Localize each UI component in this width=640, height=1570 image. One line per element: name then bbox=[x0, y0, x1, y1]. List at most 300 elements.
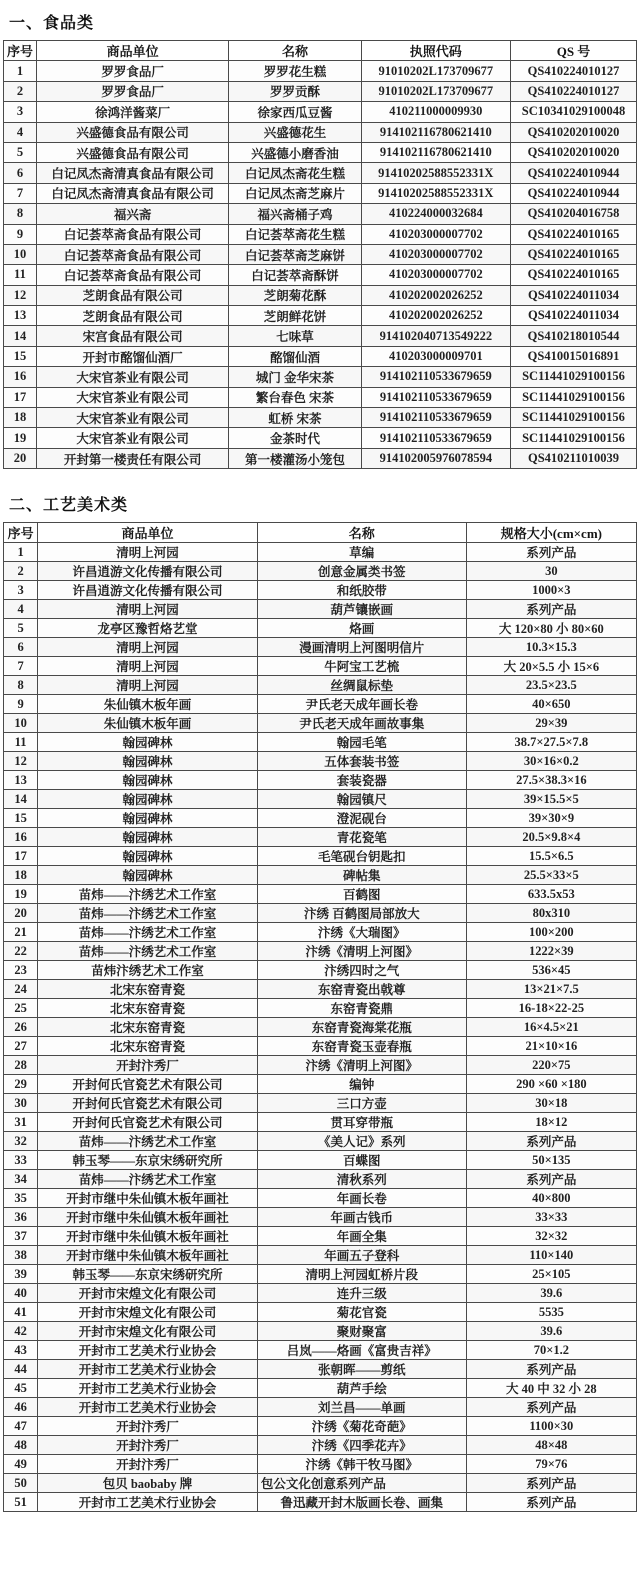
table-cell: 清明上河园 bbox=[38, 676, 258, 695]
table-cell: QS410224010944 bbox=[511, 183, 637, 203]
table-cell: 汴绣《菊花奇葩》 bbox=[257, 1417, 466, 1436]
table-cell: QS410211010039 bbox=[511, 448, 637, 468]
table-cell: 开封市继中朱仙镇木板年画社 bbox=[38, 1227, 258, 1246]
row-number-cell: 5 bbox=[4, 619, 38, 638]
table-cell: 东窑青瓷玉壶春瓶 bbox=[257, 1037, 466, 1056]
table-cell: 韩玉琴——东京宋绣研究所 bbox=[38, 1151, 258, 1170]
table-cell: 苗炜汴绣艺术工作室 bbox=[38, 961, 258, 980]
table-cell: 澄泥砚台 bbox=[257, 809, 466, 828]
table-cell: 914102110533679659 bbox=[361, 387, 510, 407]
table-cell: 芝朗鲜花饼 bbox=[229, 306, 361, 326]
table-row bbox=[4, 1227, 637, 1246]
table-cell: 包公文化创意系列产品 bbox=[257, 1474, 466, 1493]
table-cell: 25.5×33×5 bbox=[466, 866, 636, 885]
table-cell: 开封市宋煌文化有限公司 bbox=[38, 1303, 258, 1322]
table-cell: 吕岚——烙画《富贵吉祥》 bbox=[257, 1341, 466, 1360]
table-cell: 清明上河园虹桥片段 bbox=[257, 1265, 466, 1284]
table-cell: 北宋东窑青瓷 bbox=[38, 999, 258, 1018]
table-cell: 芝朗菊花酥 bbox=[229, 285, 361, 305]
row-number-cell: 18 bbox=[4, 408, 37, 428]
table-cell: 七味草 bbox=[229, 326, 361, 346]
table-cell: 虹桥 宋茶 bbox=[229, 408, 361, 428]
table-cell: 系列产品 bbox=[466, 1170, 636, 1189]
table-row bbox=[4, 1436, 637, 1455]
table-cell: 草编 bbox=[257, 543, 466, 562]
table-cell: 东窑青瓷鼎 bbox=[257, 999, 466, 1018]
table-cell: 罗罗花生糕 bbox=[229, 61, 361, 81]
table-cell: 开封汴秀厂 bbox=[38, 1056, 258, 1075]
table-cell: 清明上河园 bbox=[38, 638, 258, 657]
table-cell: 韩玉琴——东京宋绣研究所 bbox=[38, 1265, 258, 1284]
table-cell: 汴绣《韩干牧马图》 bbox=[257, 1455, 466, 1474]
table-cell: 大 20×5.5 小 15×6 bbox=[466, 657, 636, 676]
table-cell: 70×1.2 bbox=[466, 1341, 636, 1360]
table-cell: 许昌逍游文化传播有限公司 bbox=[38, 562, 258, 581]
table-row bbox=[4, 923, 637, 942]
row-number-cell: 10 bbox=[4, 714, 38, 733]
table-row bbox=[4, 904, 637, 923]
table-cell: 朱仙镇木板年画 bbox=[38, 695, 258, 714]
table-cell: 系列产品 bbox=[466, 1493, 636, 1512]
row-number-cell: 48 bbox=[4, 1436, 38, 1455]
table-cell: 张朝晖——剪纸 bbox=[257, 1360, 466, 1379]
table-row bbox=[4, 183, 637, 203]
column-header: 名称 bbox=[229, 41, 361, 61]
table-row bbox=[4, 1037, 637, 1056]
table-cell: 白记荟萃斋酥饼 bbox=[229, 265, 361, 285]
table-cell: 年画全集 bbox=[257, 1227, 466, 1246]
table-cell: 410202002026252 bbox=[361, 306, 510, 326]
table-cell: 苗炜——汴绣艺术工作室 bbox=[38, 885, 258, 904]
table-row bbox=[4, 1474, 637, 1493]
table-cell: 毛笔砚台钥匙扣 bbox=[257, 847, 466, 866]
table-row bbox=[4, 204, 637, 224]
table-cell: 套装瓷器 bbox=[257, 771, 466, 790]
table-cell: 410203000007702 bbox=[361, 244, 510, 264]
table-cell: 80x310 bbox=[466, 904, 636, 923]
table-cell: 城门 金华宋茶 bbox=[229, 367, 361, 387]
table-row bbox=[4, 1265, 637, 1284]
table-cell: 编钟 bbox=[257, 1075, 466, 1094]
table-row bbox=[4, 600, 637, 619]
table-cell: SC11441029100156 bbox=[511, 428, 637, 448]
table-row bbox=[4, 102, 637, 122]
food-products-table bbox=[3, 40, 637, 469]
row-number-cell: 11 bbox=[4, 265, 37, 285]
table-row bbox=[4, 448, 637, 468]
table-row bbox=[4, 733, 637, 752]
table-row bbox=[4, 1398, 637, 1417]
table-cell: 百蝶图 bbox=[257, 1151, 466, 1170]
table-cell: 汴绣四时之气 bbox=[257, 961, 466, 980]
row-number-cell: 40 bbox=[4, 1284, 38, 1303]
table-cell: 20.5×9.8×4 bbox=[466, 828, 636, 847]
table-cell: 21×10×16 bbox=[466, 1037, 636, 1056]
row-number-cell: 2 bbox=[4, 81, 37, 101]
table-cell: 23.5×23.5 bbox=[466, 676, 636, 695]
table-row bbox=[4, 326, 637, 346]
row-number-cell: 6 bbox=[4, 638, 38, 657]
table-cell: 酩馏仙酒 bbox=[229, 346, 361, 366]
row-number-cell: 18 bbox=[4, 866, 38, 885]
food-table-header-row bbox=[4, 41, 637, 61]
table-cell: 白记荟萃斋食品有限公司 bbox=[36, 224, 228, 244]
table-cell: QS410224010165 bbox=[511, 224, 637, 244]
table-row bbox=[4, 543, 637, 562]
table-cell: 30×16×0.2 bbox=[466, 752, 636, 771]
table-row bbox=[4, 1170, 637, 1189]
table-cell: 第一楼灌汤小笼包 bbox=[229, 448, 361, 468]
row-number-cell: 50 bbox=[4, 1474, 38, 1493]
table-cell: QS410224010944 bbox=[511, 163, 637, 183]
row-number-cell: 2 bbox=[4, 562, 38, 581]
table-cell: 110×140 bbox=[466, 1246, 636, 1265]
table-cell: 罗罗贡酥 bbox=[229, 81, 361, 101]
table-cell: QS410015016891 bbox=[511, 346, 637, 366]
table-cell: 开封市工艺美术行业协会 bbox=[38, 1493, 258, 1512]
table-row bbox=[4, 1493, 637, 1512]
row-number-cell: 34 bbox=[4, 1170, 38, 1189]
table-cell: 79×76 bbox=[466, 1455, 636, 1474]
table-cell: 33×33 bbox=[466, 1208, 636, 1227]
table-cell: 290 ×60 ×180 bbox=[466, 1075, 636, 1094]
table-cell: 40×800 bbox=[466, 1189, 636, 1208]
table-cell: 914102116780621410 bbox=[361, 142, 510, 162]
table-row bbox=[4, 265, 637, 285]
row-number-cell: 22 bbox=[4, 942, 38, 961]
row-number-cell: 38 bbox=[4, 1246, 38, 1265]
table-cell: 翰园碑林 bbox=[38, 828, 258, 847]
table-cell: 白记荟萃斋食品有限公司 bbox=[36, 244, 228, 264]
table-cell: 914102005976078594 bbox=[361, 448, 510, 468]
table-cell: 220×75 bbox=[466, 1056, 636, 1075]
row-number-cell: 3 bbox=[4, 581, 38, 600]
table-cell: 系列产品 bbox=[466, 1398, 636, 1417]
table-cell: 东窑青瓷海棠花瓶 bbox=[257, 1018, 466, 1037]
table-cell: 1222×39 bbox=[466, 942, 636, 961]
table-cell: 27.5×38.3×16 bbox=[466, 771, 636, 790]
table-row bbox=[4, 1056, 637, 1075]
table-cell: 914102116780621410 bbox=[361, 122, 510, 142]
table-row bbox=[4, 847, 637, 866]
table-cell: 410224000032684 bbox=[361, 204, 510, 224]
table-cell: 91410202588552331X bbox=[361, 163, 510, 183]
row-number-cell: 1 bbox=[4, 61, 37, 81]
row-number-cell: 6 bbox=[4, 163, 37, 183]
table-cell: 苗炜——汴绣艺术工作室 bbox=[38, 923, 258, 942]
row-number-cell: 12 bbox=[4, 752, 38, 771]
row-number-cell: 10 bbox=[4, 244, 37, 264]
table-row bbox=[4, 244, 637, 264]
table-cell: 开封何氏官瓷艺术有限公司 bbox=[38, 1075, 258, 1094]
table-cell: 410203000007702 bbox=[361, 265, 510, 285]
table-cell: 536×45 bbox=[466, 961, 636, 980]
row-number-cell: 14 bbox=[4, 790, 38, 809]
table-cell: 白记凤杰斋芝麻片 bbox=[229, 183, 361, 203]
row-number-cell: 23 bbox=[4, 961, 38, 980]
table-cell: SC11441029100156 bbox=[511, 367, 637, 387]
table-cell: 苗炜——汴绣艺术工作室 bbox=[38, 1132, 258, 1151]
row-number-cell: 32 bbox=[4, 1132, 38, 1151]
row-number-cell: 12 bbox=[4, 285, 37, 305]
table-cell: 福兴斋桶子鸡 bbox=[229, 204, 361, 224]
table-cell: 1000×3 bbox=[466, 581, 636, 600]
table-cell: 许昌逍游文化传播有限公司 bbox=[38, 581, 258, 600]
table-cell: QS410202010020 bbox=[511, 142, 637, 162]
table-cell: 宋宫食品有限公司 bbox=[36, 326, 228, 346]
row-number-cell: 16 bbox=[4, 367, 37, 387]
table-cell: 开封汴秀厂 bbox=[38, 1455, 258, 1474]
column-header: 商品单位 bbox=[36, 41, 228, 61]
table-row bbox=[4, 1246, 637, 1265]
table-row bbox=[4, 1132, 637, 1151]
table-row bbox=[4, 1018, 637, 1037]
table-cell: 91010202L173709677 bbox=[361, 61, 510, 81]
table-row bbox=[4, 999, 637, 1018]
table-cell: 包贝 baobaby 牌 bbox=[38, 1474, 258, 1493]
table-row bbox=[4, 81, 637, 101]
table-row bbox=[4, 1284, 637, 1303]
table-cell: 汴绣 百鹤图局部放大 bbox=[257, 904, 466, 923]
table-cell: 38.7×27.5×7.8 bbox=[466, 733, 636, 752]
table-row bbox=[4, 695, 637, 714]
table-cell: 白记荟萃斋花生糕 bbox=[229, 224, 361, 244]
table-row bbox=[4, 980, 637, 999]
table-row bbox=[4, 142, 637, 162]
row-number-cell: 45 bbox=[4, 1379, 38, 1398]
row-number-cell: 29 bbox=[4, 1075, 38, 1094]
row-number-cell: 15 bbox=[4, 809, 38, 828]
column-header: 规格大小(cm×cm) bbox=[466, 523, 636, 543]
row-number-cell: 43 bbox=[4, 1341, 38, 1360]
table-cell: 开封市工艺美术行业协会 bbox=[38, 1341, 258, 1360]
table-cell: 碑帖集 bbox=[257, 866, 466, 885]
table-cell: QS410204016758 bbox=[511, 204, 637, 224]
table-cell: 兴盛德小磨香油 bbox=[229, 142, 361, 162]
table-cell: QS410202010020 bbox=[511, 122, 637, 142]
row-number-cell: 8 bbox=[4, 676, 38, 695]
row-number-cell: 33 bbox=[4, 1151, 38, 1170]
table-row bbox=[4, 1341, 637, 1360]
table-cell: 开封市工艺美术行业协会 bbox=[38, 1398, 258, 1417]
table-cell: 30 bbox=[466, 562, 636, 581]
row-number-cell: 13 bbox=[4, 771, 38, 790]
table-cell: 39.6 bbox=[466, 1322, 636, 1341]
row-number-cell: 7 bbox=[4, 183, 37, 203]
table-row bbox=[4, 619, 637, 638]
table-cell: 朱仙镇木板年画 bbox=[38, 714, 258, 733]
table-cell: 汴绣《清明上河图》 bbox=[257, 942, 466, 961]
table-cell: 翰园毛笔 bbox=[257, 733, 466, 752]
table-cell: 年画古钱币 bbox=[257, 1208, 466, 1227]
table-cell: 罗罗食品厂 bbox=[36, 81, 228, 101]
table-cell: 16×4.5×21 bbox=[466, 1018, 636, 1037]
table-row bbox=[4, 122, 637, 142]
row-number-cell: 13 bbox=[4, 306, 37, 326]
row-number-cell: 25 bbox=[4, 999, 38, 1018]
row-number-cell: 20 bbox=[4, 904, 38, 923]
table-cell: 北宋东窑青瓷 bbox=[38, 980, 258, 999]
table-cell: 清秋系列 bbox=[257, 1170, 466, 1189]
table-cell: 16-18×22-25 bbox=[466, 999, 636, 1018]
table-cell: 尹氏老天成年画故事集 bbox=[257, 714, 466, 733]
table-row bbox=[4, 942, 637, 961]
table-cell: 葫芦镶嵌画 bbox=[257, 600, 466, 619]
table-cell: 大宋官茶业有限公司 bbox=[36, 408, 228, 428]
row-number-cell: 8 bbox=[4, 204, 37, 224]
table-cell: 91410202588552331X bbox=[361, 183, 510, 203]
table-cell: 福兴斋 bbox=[36, 204, 228, 224]
column-header: 序号 bbox=[4, 523, 38, 543]
row-number-cell: 1 bbox=[4, 543, 38, 562]
table-cell: 开封市继中朱仙镇木板年画社 bbox=[38, 1189, 258, 1208]
row-number-cell: 46 bbox=[4, 1398, 38, 1417]
table-cell: SC11441029100156 bbox=[511, 408, 637, 428]
table-cell: QS410224011034 bbox=[511, 306, 637, 326]
table-row bbox=[4, 367, 637, 387]
table-cell: 开封市继中朱仙镇木板年画社 bbox=[38, 1208, 258, 1227]
table-cell: 年画长卷 bbox=[257, 1189, 466, 1208]
table-row bbox=[4, 657, 637, 676]
table-cell: 翰园碑林 bbox=[38, 771, 258, 790]
column-header: 序号 bbox=[4, 41, 37, 61]
table-cell: 翰园碑林 bbox=[38, 809, 258, 828]
table-cell: 东窑青瓷出戟尊 bbox=[257, 980, 466, 999]
row-number-cell: 24 bbox=[4, 980, 38, 999]
row-number-cell: 42 bbox=[4, 1322, 38, 1341]
table-row bbox=[4, 387, 637, 407]
table-cell: 大宋官茶业有限公司 bbox=[36, 428, 228, 448]
table-cell: 青花瓷笔 bbox=[257, 828, 466, 847]
table-row bbox=[4, 790, 637, 809]
table-row bbox=[4, 1113, 637, 1132]
column-header: 商品单位 bbox=[38, 523, 258, 543]
table-cell: 410203000009701 bbox=[361, 346, 510, 366]
table-row bbox=[4, 1075, 637, 1094]
table-cell: 开封第一楼责任有限公司 bbox=[36, 448, 228, 468]
table-cell: 菊花官瓷 bbox=[257, 1303, 466, 1322]
table-cell: 罗罗食品厂 bbox=[36, 61, 228, 81]
table-cell: 《美人记》系列 bbox=[257, 1132, 466, 1151]
table-cell: 系列产品 bbox=[466, 600, 636, 619]
table-cell: 三口方壶 bbox=[257, 1094, 466, 1113]
table-cell: 开封市工艺美术行业协会 bbox=[38, 1379, 258, 1398]
table-cell: QS410224010127 bbox=[511, 61, 637, 81]
table-cell: 5535 bbox=[466, 1303, 636, 1322]
table-cell: 清明上河园 bbox=[38, 543, 258, 562]
column-header: QS 号 bbox=[511, 41, 637, 61]
table-cell: 清明上河园 bbox=[38, 657, 258, 676]
table-cell: 开封市继中朱仙镇木板年画社 bbox=[38, 1246, 258, 1265]
table-cell: 清明上河园 bbox=[38, 600, 258, 619]
table-cell: 开封何氏官瓷艺术有限公司 bbox=[38, 1113, 258, 1132]
row-number-cell: 3 bbox=[4, 102, 37, 122]
row-number-cell: 4 bbox=[4, 600, 38, 619]
table-row bbox=[4, 285, 637, 305]
table-cell: 北宋东窑青瓷 bbox=[38, 1037, 258, 1056]
table-cell: 100×200 bbox=[466, 923, 636, 942]
table-cell: 徐家西瓜豆酱 bbox=[229, 102, 361, 122]
column-header: 名称 bbox=[257, 523, 466, 543]
table-row bbox=[4, 1094, 637, 1113]
table-row bbox=[4, 1189, 637, 1208]
table-cell: 系列产品 bbox=[466, 1360, 636, 1379]
table-cell: 五体套装书签 bbox=[257, 752, 466, 771]
table-row bbox=[4, 1379, 637, 1398]
table-cell: 大 40 中 32 小 28 bbox=[466, 1379, 636, 1398]
table-cell: 大宋官茶业有限公司 bbox=[36, 367, 228, 387]
table-row bbox=[4, 961, 637, 980]
table-cell: 金茶时代 bbox=[229, 428, 361, 448]
row-number-cell: 30 bbox=[4, 1094, 38, 1113]
table-cell: 苗炜——汴绣艺术工作室 bbox=[38, 1170, 258, 1189]
row-number-cell: 31 bbox=[4, 1113, 38, 1132]
table-cell: 系列产品 bbox=[466, 1132, 636, 1151]
row-number-cell: 9 bbox=[4, 224, 37, 244]
table-cell: 北宋东窑青瓷 bbox=[38, 1018, 258, 1037]
row-number-cell: 7 bbox=[4, 657, 38, 676]
table-cell: 10.3×15.3 bbox=[466, 638, 636, 657]
table-row bbox=[4, 1208, 637, 1227]
table-row bbox=[4, 306, 637, 326]
table-cell: 开封市宋煌文化有限公司 bbox=[38, 1284, 258, 1303]
table-row bbox=[4, 224, 637, 244]
table-cell: 创意金属类书签 bbox=[257, 562, 466, 581]
crafts-section-title: 二、工艺美术类 bbox=[9, 497, 129, 515]
table-cell: 葫芦手绘 bbox=[257, 1379, 466, 1398]
table-cell: 和纸胶带 bbox=[257, 581, 466, 600]
table-row bbox=[4, 866, 637, 885]
table-cell: 39.6 bbox=[466, 1284, 636, 1303]
table-cell: 聚财聚富 bbox=[257, 1322, 466, 1341]
table-row bbox=[4, 752, 637, 771]
table-cell: 贯耳穿带瓶 bbox=[257, 1113, 466, 1132]
row-number-cell: 36 bbox=[4, 1208, 38, 1227]
table-cell: 刘兰昌——单画 bbox=[257, 1398, 466, 1417]
table-row bbox=[4, 676, 637, 695]
table-cell: 翰园碑林 bbox=[38, 847, 258, 866]
table-row bbox=[4, 1322, 637, 1341]
row-number-cell: 21 bbox=[4, 923, 38, 942]
row-number-cell: 17 bbox=[4, 387, 37, 407]
table-row bbox=[4, 1417, 637, 1436]
table-cell: 汴绣《清明上河图》 bbox=[257, 1056, 466, 1075]
column-header: 执照代码 bbox=[361, 41, 510, 61]
table-cell: 连升三级 bbox=[257, 1284, 466, 1303]
table-cell: 633.5x53 bbox=[466, 885, 636, 904]
table-cell: 白记荟萃斋芝麻饼 bbox=[229, 244, 361, 264]
table-cell: 开封何氏官瓷艺术有限公司 bbox=[38, 1094, 258, 1113]
table-cell: 系列产品 bbox=[466, 1474, 636, 1493]
table-row bbox=[4, 163, 637, 183]
table-cell: 翰园碑林 bbox=[38, 866, 258, 885]
table-cell: 29×39 bbox=[466, 714, 636, 733]
table-cell: 鲁迅藏开封木版画长卷、画集 bbox=[257, 1493, 466, 1512]
table-cell: 汴绣《大瑞图》 bbox=[257, 923, 466, 942]
table-cell: 410202002026252 bbox=[361, 285, 510, 305]
table-cell: QS410224010165 bbox=[511, 265, 637, 285]
arts-crafts-table bbox=[3, 522, 637, 1512]
table-cell: 翰园碑林 bbox=[38, 752, 258, 771]
table-cell: QS410224010165 bbox=[511, 244, 637, 264]
table-cell: 大 120×80 小 80×60 bbox=[466, 619, 636, 638]
table-cell: 兴盛德食品有限公司 bbox=[36, 122, 228, 142]
table-cell: 汴绣《四季花卉》 bbox=[257, 1436, 466, 1455]
row-number-cell: 44 bbox=[4, 1360, 38, 1379]
table-row bbox=[4, 346, 637, 366]
table-row bbox=[4, 1455, 637, 1474]
table-cell: 开封市酩馏仙酒厂 bbox=[36, 346, 228, 366]
